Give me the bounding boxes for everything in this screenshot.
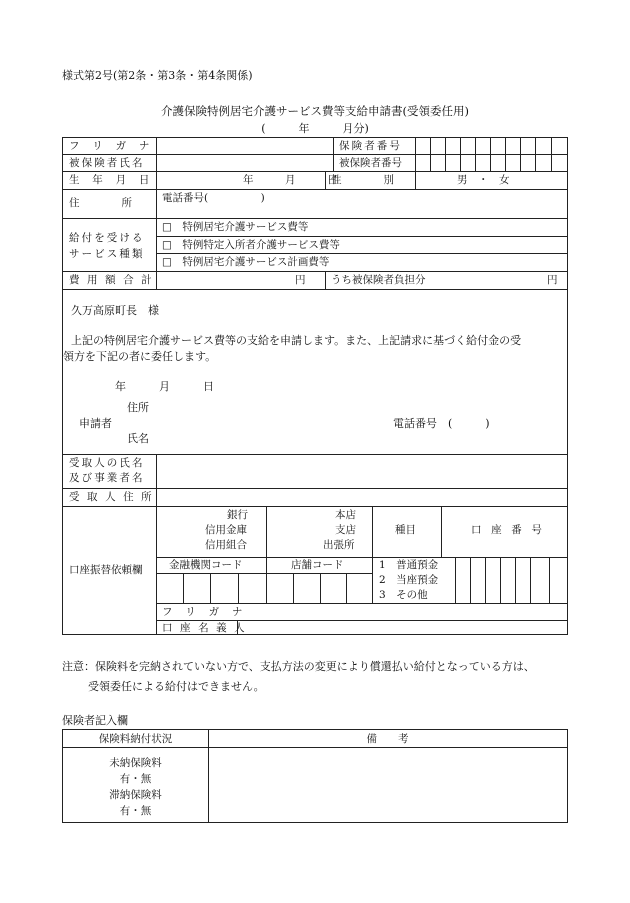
receiver-name-label-1: 受取人の氏名: [69, 457, 145, 469]
notice-line-2: 受領委任による給付はできません。: [88, 680, 265, 693]
application-date[interactable]: 年 月 日: [115, 380, 214, 393]
body-text-1: 上記の特例居宅介護サービス費等の支給を申請します。また、上記請求に基づく給付金の受: [71, 334, 522, 347]
payment-status-header: 保険料納付状況: [98, 733, 173, 745]
applicant-tel[interactable]: 電話番号 ( ): [393, 417, 490, 430]
address-label: 住 所: [69, 197, 132, 209]
bank-type-kinko: 信用金庫: [205, 524, 247, 536]
branch-type-shiten: 支店: [335, 524, 356, 536]
birth-fields[interactable]: 年 月 日: [243, 174, 338, 186]
branch-type-shucchosho: 出張所: [323, 539, 355, 551]
branch-type-honten: 本店: [335, 509, 356, 521]
insurer-table: [62, 729, 568, 823]
service-option-2[interactable]: □ 特例特定入所者介護サービス費等: [162, 239, 340, 251]
remarks-header: 備 考: [366, 733, 409, 745]
overdue-option[interactable]: 有・無: [119, 805, 152, 817]
service-option-3[interactable]: □ 特例居宅介護サービス計画費等: [162, 256, 330, 268]
receiver-name-label-2: 及び事業者名: [69, 472, 145, 484]
notice-line-1: 注意：保険料を完納されていない方で、支払方法の変更により償還払い給付となっている方は、: [62, 660, 535, 673]
form-title: 介護保険特例居宅介護サービス費等支給申請書(受領委任用): [161, 104, 469, 118]
total-yen: 円: [295, 274, 306, 286]
bank-type-bank: 銀行: [227, 509, 248, 521]
insurer-section-title: 保険者記入欄: [62, 714, 128, 727]
overdue-label: 滞納保険料: [109, 789, 162, 801]
period-line: ( 年 月分): [261, 122, 369, 135]
furigana-label: フ リ ガ ナ: [69, 140, 155, 152]
sex-options[interactable]: 男 ・ 女: [457, 174, 510, 186]
bank-section-label: 口座振替依頼欄: [69, 564, 143, 576]
branch-code-label: 店舗コード: [291, 559, 344, 571]
service-type-label-2: サービス種類: [69, 248, 145, 260]
receiver-address-label: 受 取 人 住 所: [69, 491, 154, 503]
birth-label: 生 年 月 日: [69, 174, 155, 186]
account-holder-label: 口 座 名 義 人: [162, 622, 247, 634]
form-ref: 様式第2号(第2条・第3条・第4条関係): [62, 69, 253, 82]
bank-code-label: 金融機関コード: [169, 559, 243, 571]
bank-type-kumiai: 信用組合: [205, 539, 247, 551]
application-form: [62, 137, 568, 635]
service-type-label-1: 給付を受ける: [69, 232, 145, 244]
phone-field[interactable]: 電話番号( ): [162, 192, 265, 204]
account-no-header: 口 座 番 号: [471, 524, 546, 536]
insured-no-label: 被保険者番号: [339, 157, 402, 169]
service-option-1[interactable]: □ 特例居宅介護サービス費等: [162, 221, 309, 233]
addressee: 久万高原町長 様: [71, 304, 159, 317]
insurer-no-label: 保険者番号: [339, 140, 402, 152]
self-pay-yen: 円: [547, 274, 558, 286]
unpaid-label: 未納保険料: [109, 757, 162, 769]
body-text-2: 領方を下記の者に委任します。: [63, 350, 217, 363]
applicant-label: 申請者: [79, 417, 112, 430]
insured-name-label: 被保険者氏名: [69, 157, 145, 169]
applicant-address-label: 住所: [127, 401, 149, 414]
account-type-header: 種目: [395, 524, 416, 536]
account-type-2[interactable]: 2 当座預金: [379, 574, 439, 586]
applicant-name-label: 氏名: [127, 432, 149, 445]
sex-label: 性 別: [331, 174, 394, 186]
account-type-1[interactable]: 1 普通預金: [379, 559, 439, 571]
total-cost-label: 費 用 額 合 計: [69, 274, 154, 286]
unpaid-option[interactable]: 有・無: [119, 773, 152, 785]
self-pay-label: うち被保険者負担分: [331, 274, 426, 286]
account-type-3[interactable]: 3 その他: [379, 589, 428, 601]
holder-furigana-label: フ リ ガ ナ: [162, 606, 248, 618]
